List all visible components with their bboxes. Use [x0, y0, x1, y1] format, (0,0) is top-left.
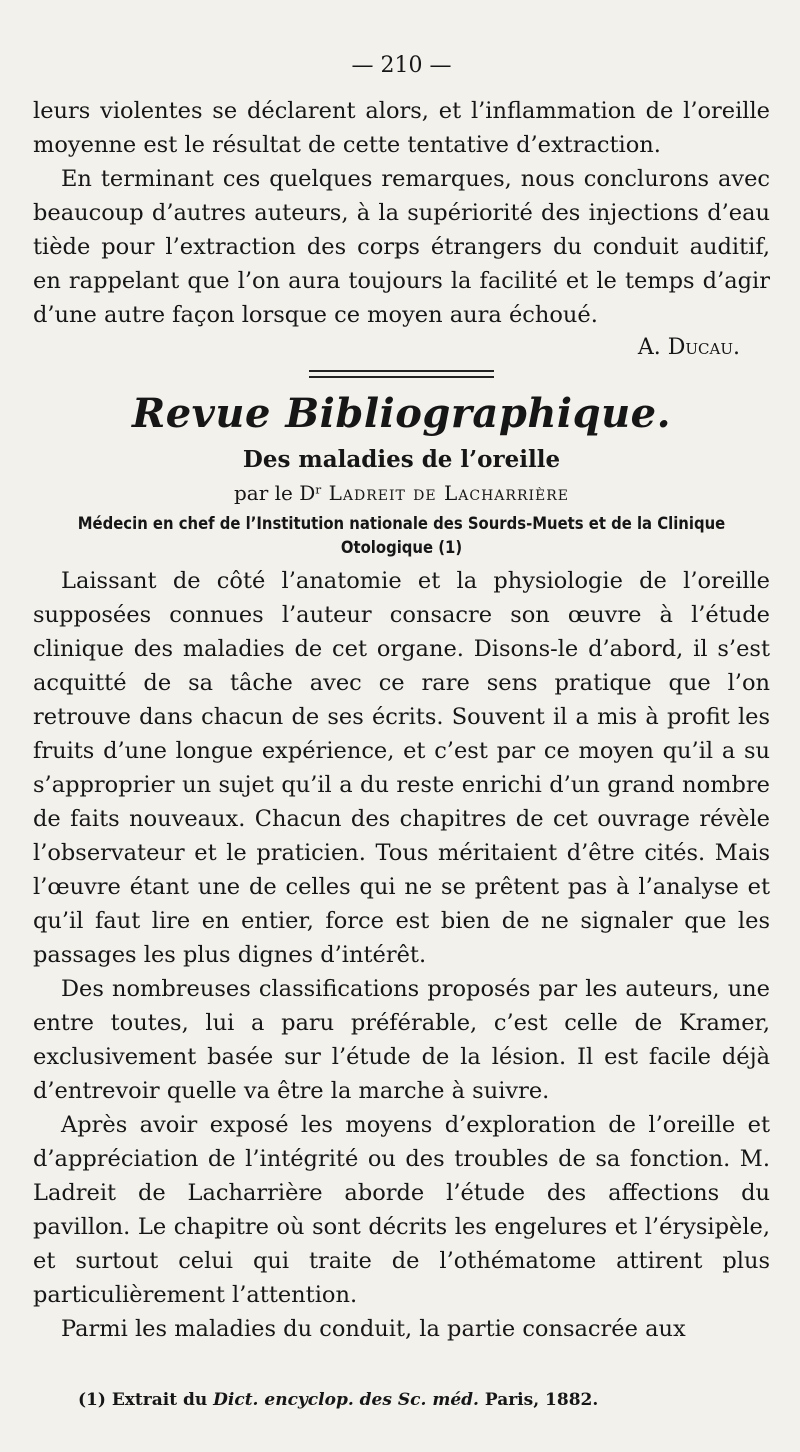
section-divider: [309, 370, 494, 378]
author-affiliation: Médecin en chef de l’Institution nationale des Sourds-Muets et de la Clinique Otologique (1): [77, 514, 726, 557]
signature-name: Ducau.: [667, 335, 740, 360]
footnote-marker: (1) Extrait du: [78, 1390, 214, 1410]
article-paragraph: Parmi les maladies du conduit, la partie consacrée aux: [61, 1316, 686, 1342]
section-heading: Revue Bibliographique.: [131, 390, 672, 437]
signature-initial: A.: [637, 335, 668, 360]
footnote: [78, 1388, 598, 1412]
body-paragraph: En terminant ces quelques remarques, nous conclurons avec beaucoup d’autres auteurs, à la supériorité des injections d’eau tiède pour l’extraction des corps étrangers du conduit auditif, en rappelant que l’on aura toujours la facilité et le temps d’agir d’une autre façon lorsque ce moyen aura échoué.: [33, 166, 770, 328]
body-paragraph: leurs violentes se déclarent alors, et l’inflammation de l’oreille moyenne est le résultat de cette tentative d’extraction.: [33, 98, 770, 158]
author-name: Ladreit de Lacharrière: [328, 481, 569, 505]
article-title: Des maladies de l’oreille: [242, 446, 561, 473]
article-paragraph: Après avoir exposé les moyens d’exploration de l’oreille et d’appréciation de l’intégrité ou des troubles de sa fonction. M. Ladreit de Lacharrière aborde l’étude des affections du pavillon. Le chapitre où sont décrits les engelures et l’érysipèle, et surtout celui qui traite de l’othématome attirent plus particulièrement l’attention.: [33, 1112, 770, 1308]
article-author: [33, 478, 770, 508]
article-paragraph: Des nombreuses classifications proposés par les auteurs, une entre toutes, lui a paru préférable, c’est celle de Kramer, exclusivement basée sur l’étude de la lésion. Il est facile déjà d’entrevoir quelle va être la marche à suivre.: [33, 976, 770, 1104]
author-prefix: par le Dʳ: [234, 481, 329, 505]
article-paragraph: Laissant de côté l’anatomie et la physiologie de l’oreille supposées connues l’auteur consacre son œuvre à l’étude clinique des maladies de cet organe. Disons-le d’abord, il s’est acquitté de sa tâche avec ce rare sens pratique que l’on retrouve dans chacun de ses écrits. Souvent il a mis à profit les fruits d’une longue expérience, et c’est par ce moyen qu’il a su s’approprier un sujet qu’il a du reste enrichi d’un grand nombre de faits nouveaux. Chacun des chapitres de cet ouvrage révèle l’observateur et le praticien. Tous méritaient d’être cités. Mais l’œuvre étant une de celles qui ne se prêtent pas à l’analyse et qu’il faut lire en entier, force est bien de ne signaler que les passages les plus dignes d’intérêt.: [33, 568, 770, 968]
footnote-source: Dict. encyclop. des Sc. méd.: [213, 1390, 479, 1410]
footnote-place-year: Paris, 1882.: [478, 1390, 599, 1410]
page-number: — 210 —: [351, 53, 452, 78]
author-signature: [33, 332, 770, 364]
